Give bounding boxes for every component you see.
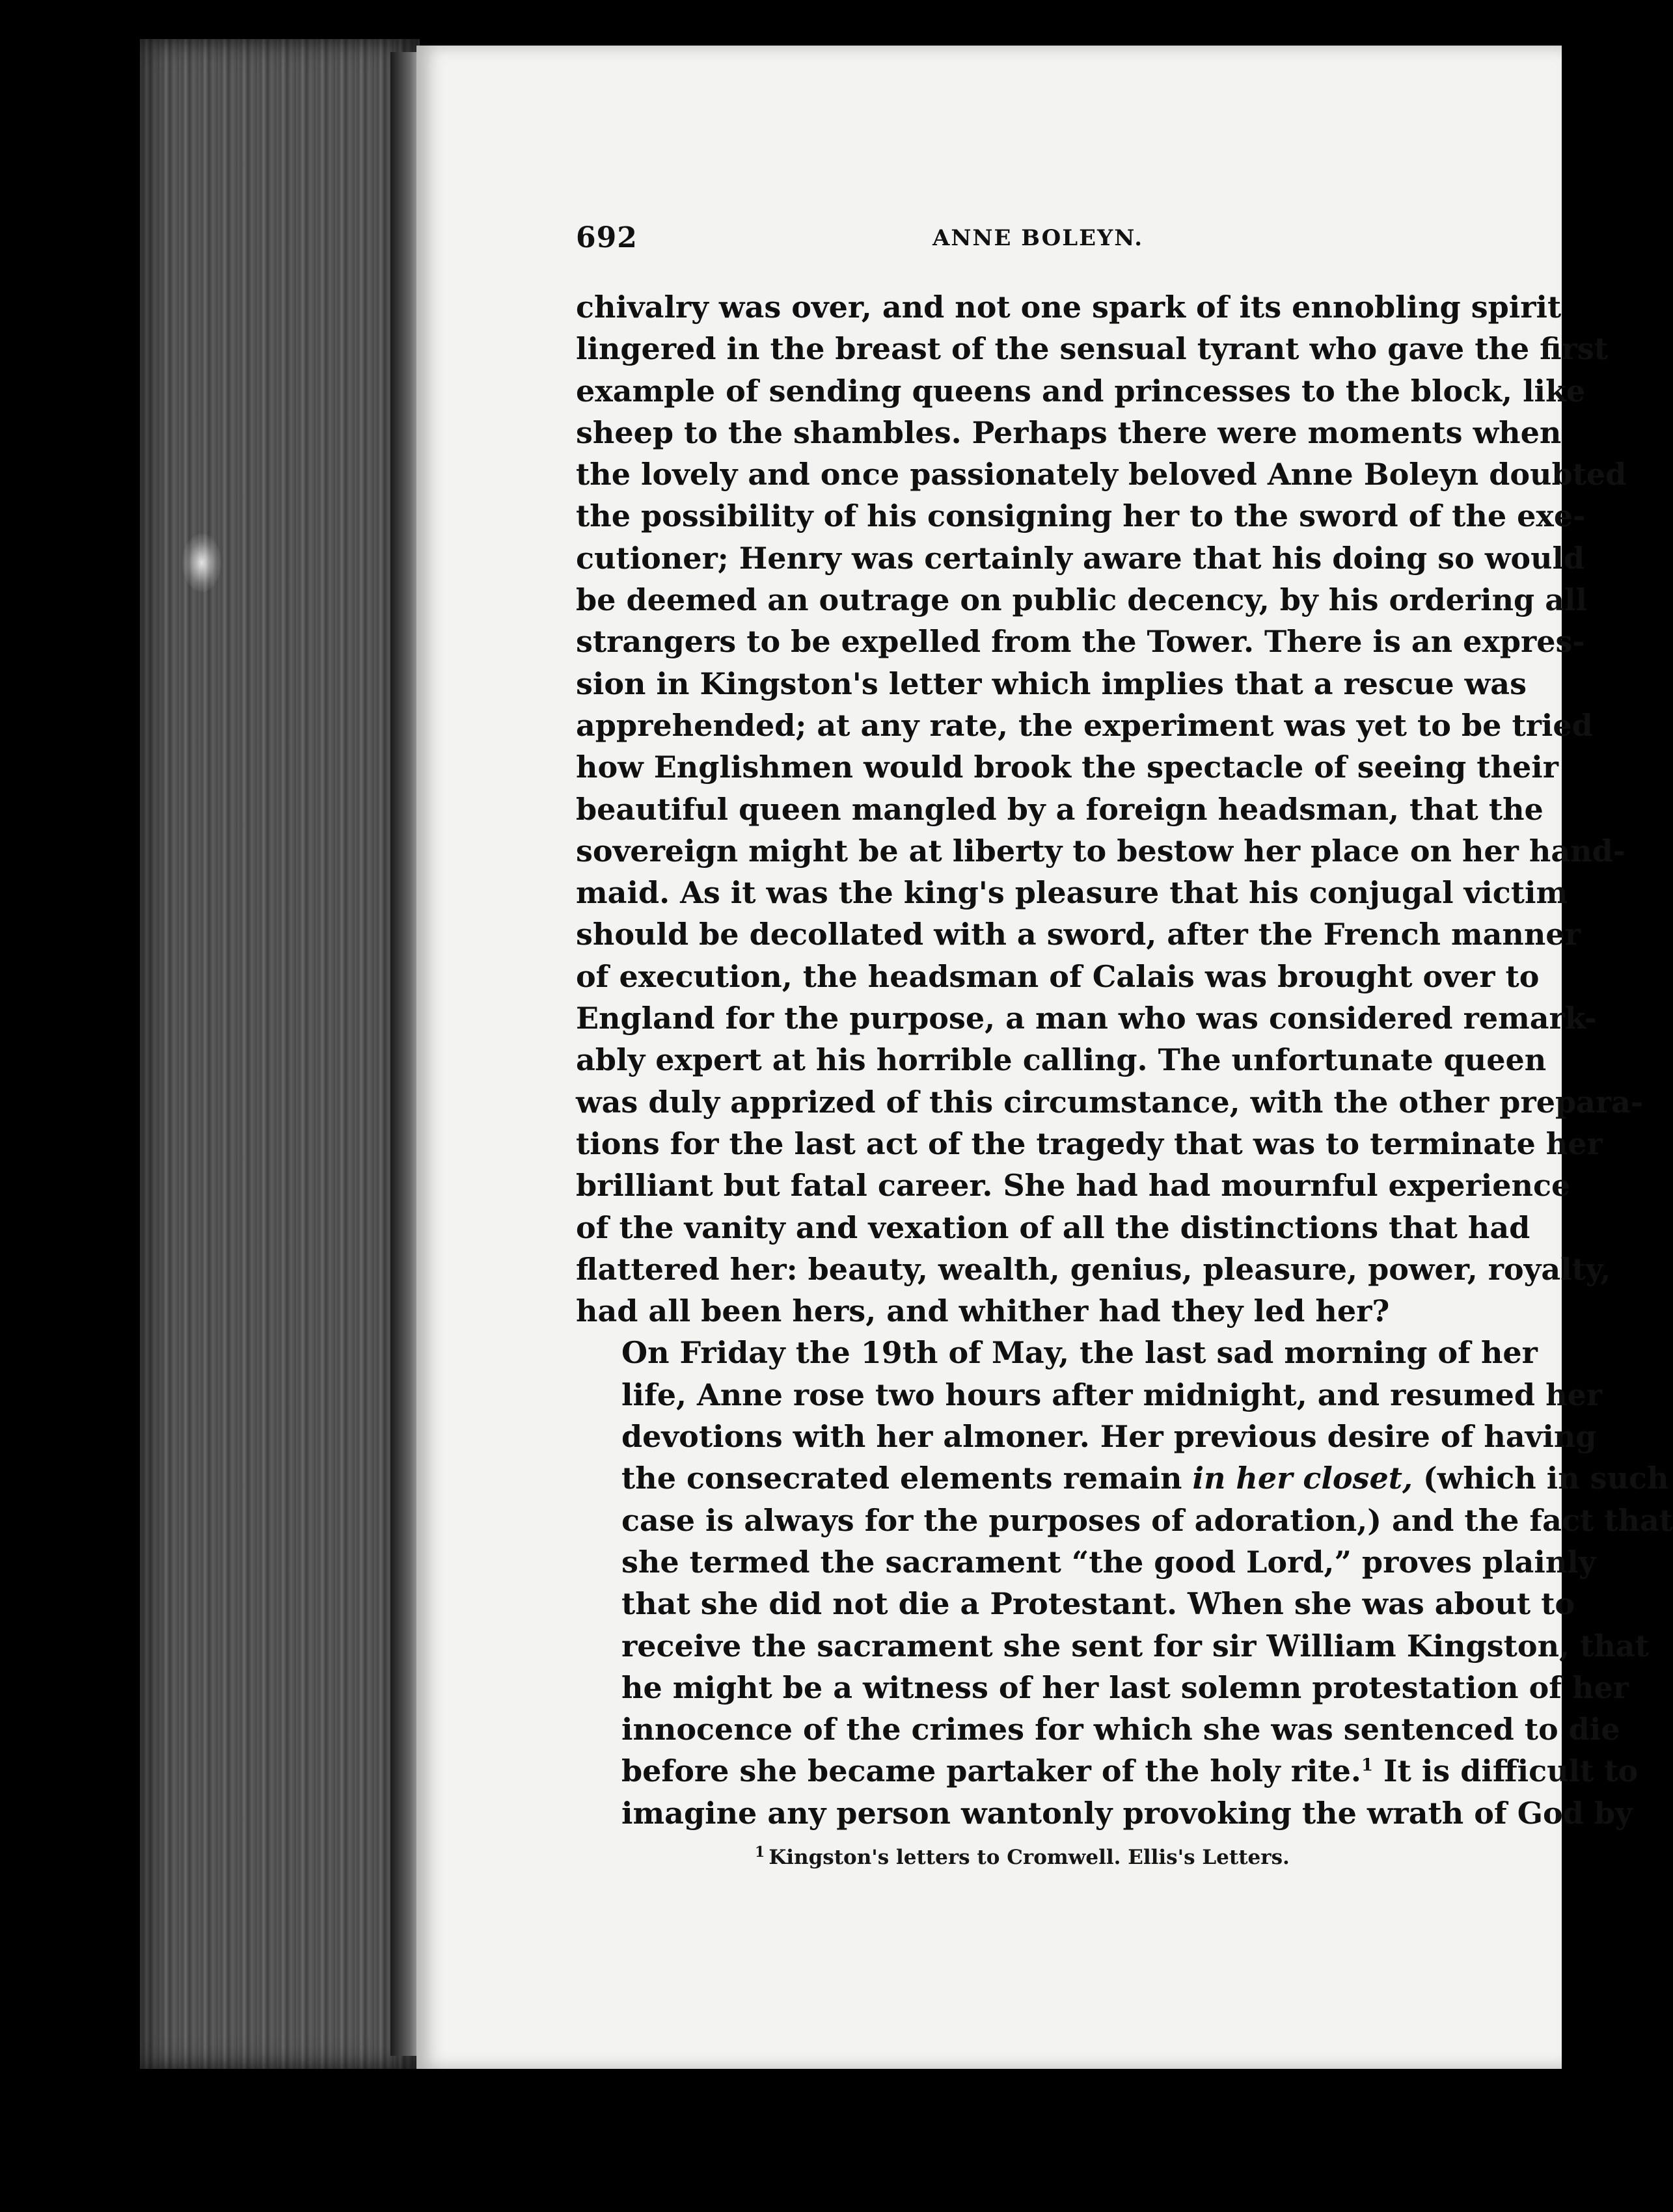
text-line: imagine any person wantonly provoking the wrath of God by (621, 1795, 1633, 1831)
text-line: maid. As it was the king's pleasure that his conjugal victim (576, 875, 1568, 911)
text-line: case is always for the purposes of adoration,) and the fact that (621, 1502, 1673, 1538)
text-line: how Englishmen would brook the spectacle of seeing their (576, 749, 1558, 785)
text-line: of the vanity and vexation of all the distinctions that had (576, 1209, 1530, 1245)
text-line: he might be a witness of her last solemn protestation of her (621, 1669, 1629, 1705)
text-line: the possibility of his consigning her to the sword of the exe- (576, 498, 1586, 534)
text-line: life, Anne rose two hours after midnight, and resumed her (621, 1377, 1603, 1412)
footnote-reference: 1 (1361, 1756, 1374, 1776)
text-line: lingered in the breast of the sensual tyrant who gave the first (576, 331, 1608, 367)
book-page (416, 46, 1673, 2069)
text-line-footnote-ref (576, 1750, 1639, 1792)
text-line: beautiful queen mangled by a foreign headsman, that the (576, 791, 1544, 827)
book-page-edges (140, 39, 420, 2069)
text-line: had all been hers, and whither had they led her? (576, 1293, 1390, 1329)
page-number: 692 (576, 221, 638, 254)
text-line: apprehended; at any rate, the experiment was yet to be tried (576, 707, 1593, 743)
running-head (576, 221, 1500, 267)
text-line: chivalry was over, and not one spark of its ennobling spirit (576, 290, 1562, 325)
text-line: On Friday the 19th of May, the last sad morning of her (621, 1335, 1538, 1371)
light-glare (182, 533, 221, 592)
text-line: ably expert at his horrible calling. The unfortunate queen (576, 1042, 1547, 1078)
text-line-italic (576, 1457, 1669, 1499)
page-content (576, 221, 1673, 1869)
text-line: was duly apprized of this circumstance, with the other prepara- (576, 1084, 1644, 1120)
footnote-text: Kingston's letters to Cromwell. Ellis's Letters. (768, 1845, 1290, 1869)
text-segment: before she became partaker of the holy rite. (621, 1753, 1361, 1789)
text-segment: the consecrated elements remain (621, 1461, 1193, 1496)
text-line: brilliant but fatal career. She had had mournful experience (576, 1168, 1571, 1204)
text-line: England for the purpose, a man who was considered remark- (576, 1001, 1597, 1036)
text-line: sovereign might be at liberty to bestow her place on her hand- (576, 833, 1625, 869)
text-line: innocence of the crimes for which she was sentenced to die (621, 1712, 1620, 1747)
text-line: tions for the last act of the tragedy that was to terminate her (576, 1126, 1603, 1161)
text-line: of execution, the headsman of Calais was brought over to (576, 958, 1540, 994)
text-line: she termed the sacrament “the good Lord,” proves plainly (621, 1544, 1596, 1580)
text-line: receive the sacrament she sent for sir William Kingston, that (621, 1628, 1649, 1664)
text-segment: (which in such (1412, 1461, 1669, 1496)
running-title: ANNE BOLEYN. (932, 225, 1144, 251)
body-text (576, 286, 1673, 1834)
text-line: that she did not die a Protestant. When she was about to (621, 1586, 1575, 1622)
paragraph-2 (576, 1332, 1673, 1834)
text-line: be deemed an outrage on public decency, by his ordering all (576, 582, 1587, 618)
text-line: cutioner; Henry was certainly aware that his doing so would (576, 540, 1585, 576)
text-line: flattered her: beauty, wealth, genius, pleasure, power, royalty, (576, 1251, 1611, 1287)
text-line: example of sending queens and princesses to the block, like (576, 373, 1586, 409)
text-segment: It is difficult to (1373, 1753, 1639, 1789)
text-line: the lovely and once passionately beloved Anne Boleyn doubted (576, 457, 1627, 492)
text-line: devotions with her almoner. Her previous desire of having (621, 1419, 1597, 1455)
footnote-mark: 1 (755, 1843, 765, 1861)
text-line: sheep to the shambles. Perhaps there were moments when (576, 414, 1562, 450)
text-line: should be decollated with a sword, after the French manner (576, 917, 1581, 952)
text-line: sion in Kingston's letter which implies that a rescue was (576, 666, 1527, 701)
text-line: strangers to be expelled from the Tower. There is an expres- (576, 624, 1585, 660)
paragraph-1 (576, 286, 1644, 1332)
footnote (576, 1843, 1500, 1869)
italic-phrase: in her closet, (1192, 1461, 1413, 1496)
